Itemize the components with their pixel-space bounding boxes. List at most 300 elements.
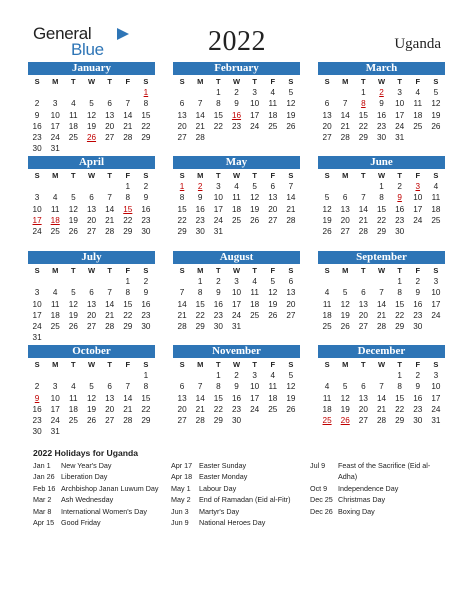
day-cell: 22 xyxy=(195,310,205,320)
day-cell: 15 xyxy=(195,299,205,309)
month-day-grid xyxy=(28,76,155,154)
weekday-label: W xyxy=(87,77,96,86)
weekday-label: M xyxy=(197,266,204,275)
day-cell: 16 xyxy=(141,299,151,309)
day-cell: 30 xyxy=(395,226,405,236)
weekday-label: T xyxy=(361,77,366,86)
weekday-label: S xyxy=(324,171,330,180)
day-cell: 7 xyxy=(125,382,131,392)
month-september xyxy=(318,251,445,332)
day-cell: 12 xyxy=(68,204,78,214)
empty-day xyxy=(64,181,82,192)
day-cell: 25 xyxy=(231,215,242,225)
day-cell: 18 xyxy=(50,310,60,320)
day-cell: 2 xyxy=(234,88,239,98)
day-cell: 12 xyxy=(340,299,350,309)
day-cell: 5 xyxy=(342,382,348,392)
holiday-row xyxy=(33,460,173,471)
weekday-label: M xyxy=(342,171,349,180)
day-cell: 19 xyxy=(431,110,441,120)
month-header: February xyxy=(173,62,300,75)
empty-day xyxy=(64,276,82,287)
holiday-row xyxy=(171,517,311,528)
day-cell: 14 xyxy=(123,110,133,120)
day-cell: 2 xyxy=(34,99,40,109)
day-cell: 10 xyxy=(231,288,242,298)
day-cell: 9 xyxy=(234,99,239,109)
holiday-day: 1 xyxy=(143,88,149,98)
day-cell: 9 xyxy=(216,288,221,298)
day-cell: 16 xyxy=(32,404,42,414)
day-cell: 13 xyxy=(286,288,296,298)
day-cell: 26 xyxy=(86,415,97,425)
day-cell: 5 xyxy=(89,382,94,392)
month-header: December xyxy=(318,345,445,358)
day-cell: 30 xyxy=(413,321,423,331)
holiday-date: Jun 9 xyxy=(171,518,189,528)
day-cell: 8 xyxy=(197,288,203,298)
weekday-label: S xyxy=(179,171,185,180)
weekday-label: S xyxy=(179,77,185,86)
weekday-label: S xyxy=(288,77,294,86)
day-cell: 9 xyxy=(143,193,149,203)
day-cell: 27 xyxy=(322,132,332,142)
month-june xyxy=(318,156,445,237)
holiday-date: Apr 18 xyxy=(171,472,193,482)
holiday-name: Boxing Day xyxy=(338,506,375,516)
empty-day xyxy=(336,181,354,192)
day-cell: 4 xyxy=(252,277,257,287)
holiday-day: 17 xyxy=(32,215,42,225)
day-cell: 6 xyxy=(89,288,94,298)
day-cell: 23 xyxy=(395,215,405,225)
holiday-name: Liberation Day xyxy=(61,472,108,482)
month-header: August xyxy=(173,251,300,264)
day-cell: 12 xyxy=(86,110,97,120)
day-cell: 23 xyxy=(376,121,387,131)
day-cell: 13 xyxy=(268,193,278,203)
day-cell: 21 xyxy=(286,204,296,214)
day-cell: 17 xyxy=(213,204,223,214)
day-cell: 11 xyxy=(431,193,441,203)
weekday-label: S xyxy=(179,360,185,369)
holiday-name: International Women's Day xyxy=(61,506,147,516)
day-cell: 20 xyxy=(286,299,296,309)
day-cell: 11 xyxy=(50,204,60,214)
day-cell: 24 xyxy=(213,215,223,225)
day-cell: 28 xyxy=(376,321,387,331)
empty-day xyxy=(119,87,137,98)
day-cell: 7 xyxy=(197,382,203,392)
month-day-grid xyxy=(173,359,300,426)
empty-day xyxy=(354,181,372,192)
day-cell: 22 xyxy=(177,215,187,225)
month-october xyxy=(28,345,155,437)
day-cell: 6 xyxy=(361,288,366,298)
weekday-label: S xyxy=(324,360,330,369)
day-cell: 9 xyxy=(197,193,203,203)
day-cell: 2 xyxy=(34,382,40,392)
holiday-date: Feb 16 xyxy=(33,483,56,493)
day-cell: 26 xyxy=(322,226,332,236)
day-cell: 17 xyxy=(413,204,423,214)
day-cell: 20 xyxy=(358,310,368,320)
day-cell: 17 xyxy=(431,393,441,403)
day-cell: 3 xyxy=(234,277,239,287)
day-cell: 13 xyxy=(177,110,187,120)
day-cell: 23 xyxy=(141,310,151,320)
holiday-day: 26 xyxy=(86,132,97,142)
day-cell: 16 xyxy=(395,204,405,214)
day-cell: 20 xyxy=(358,404,368,414)
day-cell: 18 xyxy=(250,299,260,309)
weekday-label: W xyxy=(87,360,96,369)
empty-day xyxy=(101,370,119,381)
day-cell: 23 xyxy=(213,310,223,320)
weekday-label: S xyxy=(143,266,149,275)
day-cell: 15 xyxy=(358,110,368,120)
day-cell: 3 xyxy=(34,193,40,203)
day-cell: 16 xyxy=(231,393,242,403)
day-cell: 13 xyxy=(358,393,368,403)
day-cell: 18 xyxy=(231,204,242,214)
weekday-label: T xyxy=(71,171,76,180)
holiday-name: New Year's Day xyxy=(61,461,112,470)
day-cell: 6 xyxy=(324,99,330,109)
holiday-name: Independence Day xyxy=(338,483,399,493)
day-cell: 18 xyxy=(413,110,423,120)
month-day-grid xyxy=(173,265,300,332)
empty-day xyxy=(173,276,191,287)
day-cell: 30 xyxy=(32,144,42,154)
day-cell: 22 xyxy=(376,215,387,225)
holiday-date: Dec 25 xyxy=(310,495,333,505)
weekday-label: M xyxy=(342,77,349,86)
day-cell: 27 xyxy=(105,415,115,425)
empty-day xyxy=(46,276,64,287)
day-cell: 18 xyxy=(68,404,78,414)
holiday-row xyxy=(310,506,440,517)
day-cell: 22 xyxy=(123,310,133,320)
day-cell: 26 xyxy=(68,226,78,236)
day-cell: 15 xyxy=(213,110,223,120)
holiday-row xyxy=(171,471,311,482)
day-cell: 14 xyxy=(376,299,387,309)
weekday-label: M xyxy=(52,266,59,275)
weekday-label: T xyxy=(397,266,402,275)
month-day-grid xyxy=(28,170,155,237)
day-cell: 28 xyxy=(376,415,387,425)
day-cell: 3 xyxy=(34,288,40,298)
weekday-label: T xyxy=(216,77,221,86)
day-cell: 4 xyxy=(52,288,58,298)
day-cell: 18 xyxy=(268,393,278,403)
holiday-date: Mar 8 xyxy=(33,506,52,516)
holiday-date: Mar 2 xyxy=(33,495,52,505)
day-cell: 19 xyxy=(86,404,97,414)
weekday-label: S xyxy=(143,171,149,180)
holiday-row xyxy=(171,460,311,471)
month-july xyxy=(28,251,155,343)
day-cell: 20 xyxy=(86,215,97,225)
day-cell: 18 xyxy=(322,404,332,414)
weekday-label: M xyxy=(52,171,59,180)
day-cell: 25 xyxy=(322,321,332,331)
day-cell: 16 xyxy=(413,299,423,309)
day-cell: 15 xyxy=(213,393,223,403)
holiday-row xyxy=(171,483,311,494)
weekday-label: S xyxy=(143,77,149,86)
weekday-label: T xyxy=(107,77,112,86)
holiday-date: May 1 xyxy=(171,483,191,493)
day-cell: 17 xyxy=(50,121,60,131)
day-cell: 3 xyxy=(397,88,402,98)
holiday-day: 2 xyxy=(197,182,203,192)
day-cell: 5 xyxy=(324,193,330,203)
day-cell: 17 xyxy=(250,393,260,403)
day-cell: 27 xyxy=(86,226,97,236)
day-cell: 25 xyxy=(250,310,260,320)
day-cell: 6 xyxy=(107,382,112,392)
day-cell: 10 xyxy=(32,204,42,214)
day-cell: 11 xyxy=(69,110,78,120)
day-cell: 6 xyxy=(361,382,366,392)
day-cell: 2 xyxy=(216,277,221,287)
weekday-label: T xyxy=(397,171,402,180)
day-cell: 26 xyxy=(268,310,278,320)
weekday-label: S xyxy=(433,360,439,369)
month-header: May xyxy=(173,156,300,169)
weekday-label: T xyxy=(252,266,257,275)
day-cell: 10 xyxy=(431,382,441,392)
day-cell: 5 xyxy=(288,88,294,98)
day-cell: 1 xyxy=(397,277,402,287)
day-cell: 11 xyxy=(268,99,278,109)
holiday-name: Good Friday xyxy=(61,518,101,528)
day-cell: 26 xyxy=(250,215,260,225)
weekday-label: F xyxy=(415,360,421,369)
day-cell: 29 xyxy=(358,132,368,142)
day-cell: 21 xyxy=(123,404,133,414)
holiday-row xyxy=(171,494,311,505)
weekday-label: F xyxy=(415,266,421,275)
day-cell: 11 xyxy=(69,393,78,403)
day-cell: 19 xyxy=(286,110,296,120)
weekday-label: M xyxy=(197,77,204,86)
weekday-label: M xyxy=(342,266,349,275)
day-cell: 8 xyxy=(179,193,185,203)
day-cell: 4 xyxy=(71,382,76,392)
day-cell: 12 xyxy=(322,204,332,214)
day-cell: 11 xyxy=(322,299,332,309)
day-cell: 28 xyxy=(105,226,115,236)
empty-day xyxy=(318,87,336,98)
day-cell: 12 xyxy=(86,393,97,403)
day-cell: 7 xyxy=(379,382,384,392)
day-cell: 29 xyxy=(213,415,223,425)
month-header: September xyxy=(318,251,445,264)
day-cell: 27 xyxy=(177,132,187,142)
day-cell: 27 xyxy=(340,226,350,236)
month-february xyxy=(173,62,300,143)
weekday-label: W xyxy=(377,266,386,275)
weekday-label: T xyxy=(71,77,76,86)
day-cell: 17 xyxy=(231,299,242,309)
day-cell: 27 xyxy=(177,415,187,425)
weekday-label: S xyxy=(34,171,40,180)
day-cell: 13 xyxy=(177,393,187,403)
day-cell: 26 xyxy=(68,321,78,331)
day-cell: 31 xyxy=(32,333,42,343)
day-cell: 11 xyxy=(232,193,241,203)
month-header: June xyxy=(318,156,445,169)
day-cell: 25 xyxy=(50,226,60,236)
month-day-grid xyxy=(173,76,300,143)
month-day-grid xyxy=(318,170,445,237)
weekday-label: M xyxy=(52,360,59,369)
day-cell: 24 xyxy=(32,226,42,236)
weekday-label: W xyxy=(87,171,96,180)
day-cell: 27 xyxy=(358,415,368,425)
weekday-label: T xyxy=(361,171,366,180)
holiday-day: 26 xyxy=(340,415,350,425)
day-cell: 23 xyxy=(413,404,423,414)
day-cell: 4 xyxy=(324,382,330,392)
day-cell: 27 xyxy=(105,132,115,142)
holiday-name: Easter Monday xyxy=(199,472,248,482)
day-cell: 27 xyxy=(286,310,296,320)
day-cell: 21 xyxy=(358,215,368,225)
day-cell: 21 xyxy=(376,310,387,320)
day-cell: 28 xyxy=(177,321,187,331)
day-cell: 4 xyxy=(324,288,330,298)
weekday-label: M xyxy=(342,360,349,369)
empty-day xyxy=(28,276,46,287)
empty-day xyxy=(46,370,64,381)
day-cell: 22 xyxy=(123,215,133,225)
day-cell: 8 xyxy=(397,382,402,392)
weekday-label: W xyxy=(377,360,386,369)
day-cell: 8 xyxy=(143,382,149,392)
day-cell: 17 xyxy=(50,404,60,414)
holiday-day: 25 xyxy=(322,415,332,425)
empty-day xyxy=(82,370,100,381)
day-cell: 11 xyxy=(268,382,278,392)
empty-day xyxy=(318,181,336,192)
day-cell: 4 xyxy=(71,99,76,109)
weekday-label: T xyxy=(216,171,221,180)
day-cell: 26 xyxy=(340,321,350,331)
holiday-column-3 xyxy=(310,460,440,517)
weekday-label: S xyxy=(34,77,40,86)
empty-day xyxy=(173,370,191,381)
holiday-date: Jan 1 xyxy=(33,461,51,470)
day-cell: 22 xyxy=(213,404,223,414)
day-cell: 4 xyxy=(270,88,276,98)
day-cell: 5 xyxy=(252,182,257,192)
day-cell: 1 xyxy=(125,277,131,287)
day-cell: 6 xyxy=(89,193,94,203)
day-cell: 16 xyxy=(195,204,205,214)
day-cell: 3 xyxy=(52,382,58,392)
day-cell: 4 xyxy=(415,88,421,98)
weekday-label: T xyxy=(361,360,366,369)
weekday-label: F xyxy=(270,266,276,275)
weekday-label: T xyxy=(397,77,402,86)
day-cell: 23 xyxy=(231,121,242,131)
weekday-label: S xyxy=(288,360,294,369)
day-cell: 31 xyxy=(231,321,242,331)
month-day-grid xyxy=(318,265,445,332)
day-cell: 24 xyxy=(431,404,441,414)
weekday-label: T xyxy=(397,360,402,369)
month-day-grid xyxy=(28,359,155,437)
day-cell: 3 xyxy=(216,182,221,192)
weekday-label: W xyxy=(232,360,241,369)
logo-text-blue: Blue xyxy=(71,40,104,59)
day-cell: 28 xyxy=(105,321,115,331)
weekday-label: T xyxy=(107,360,112,369)
day-cell: 20 xyxy=(105,121,115,131)
day-cell: 26 xyxy=(431,121,441,131)
empty-day xyxy=(82,276,100,287)
weekday-label: F xyxy=(125,360,131,369)
day-cell: 14 xyxy=(195,110,205,120)
holiday-row xyxy=(33,483,173,494)
holiday-date: Apr 17 xyxy=(171,461,193,470)
day-cell: 14 xyxy=(195,393,205,403)
months-grid xyxy=(28,62,446,442)
holiday-name: National Heroes Day xyxy=(199,518,266,528)
weekday-label: F xyxy=(125,266,131,275)
day-cell: 20 xyxy=(177,121,187,131)
month-january xyxy=(28,62,155,154)
day-cell: 12 xyxy=(286,99,296,109)
empty-day xyxy=(354,276,372,287)
day-cell: 5 xyxy=(89,99,94,109)
empty-day xyxy=(372,276,390,287)
day-cell: 1 xyxy=(125,182,131,192)
weekday-label: F xyxy=(270,171,276,180)
day-cell: 28 xyxy=(123,415,133,425)
day-cell: 29 xyxy=(376,226,387,236)
month-header: July xyxy=(28,251,155,264)
day-cell: 20 xyxy=(268,204,278,214)
holiday-day: 9 xyxy=(34,393,40,403)
day-cell: 19 xyxy=(250,204,260,214)
weekday-label: S xyxy=(34,360,40,369)
holiday-name: End of Ramadan (Eid al-Fitr) xyxy=(199,495,291,505)
day-cell: 22 xyxy=(358,121,368,131)
holiday-name: Labour Day xyxy=(199,483,237,493)
holiday-date: Dec 26 xyxy=(310,506,333,516)
day-cell: 6 xyxy=(179,99,185,109)
month-november xyxy=(173,345,300,426)
day-cell: 14 xyxy=(105,299,115,309)
holiday-day: 18 xyxy=(50,215,60,225)
day-cell: 4 xyxy=(433,182,439,192)
empty-day xyxy=(101,87,119,98)
day-cell: 5 xyxy=(71,193,76,203)
day-cell: 18 xyxy=(68,121,78,131)
day-cell: 27 xyxy=(86,321,97,331)
day-cell: 26 xyxy=(286,404,296,414)
weekday-label: S xyxy=(324,77,330,86)
day-cell: 17 xyxy=(395,110,405,120)
day-cell: 15 xyxy=(395,393,405,403)
day-cell: 1 xyxy=(143,371,149,381)
holiday-name: Archbishop Janan Luwum Day xyxy=(61,483,159,493)
